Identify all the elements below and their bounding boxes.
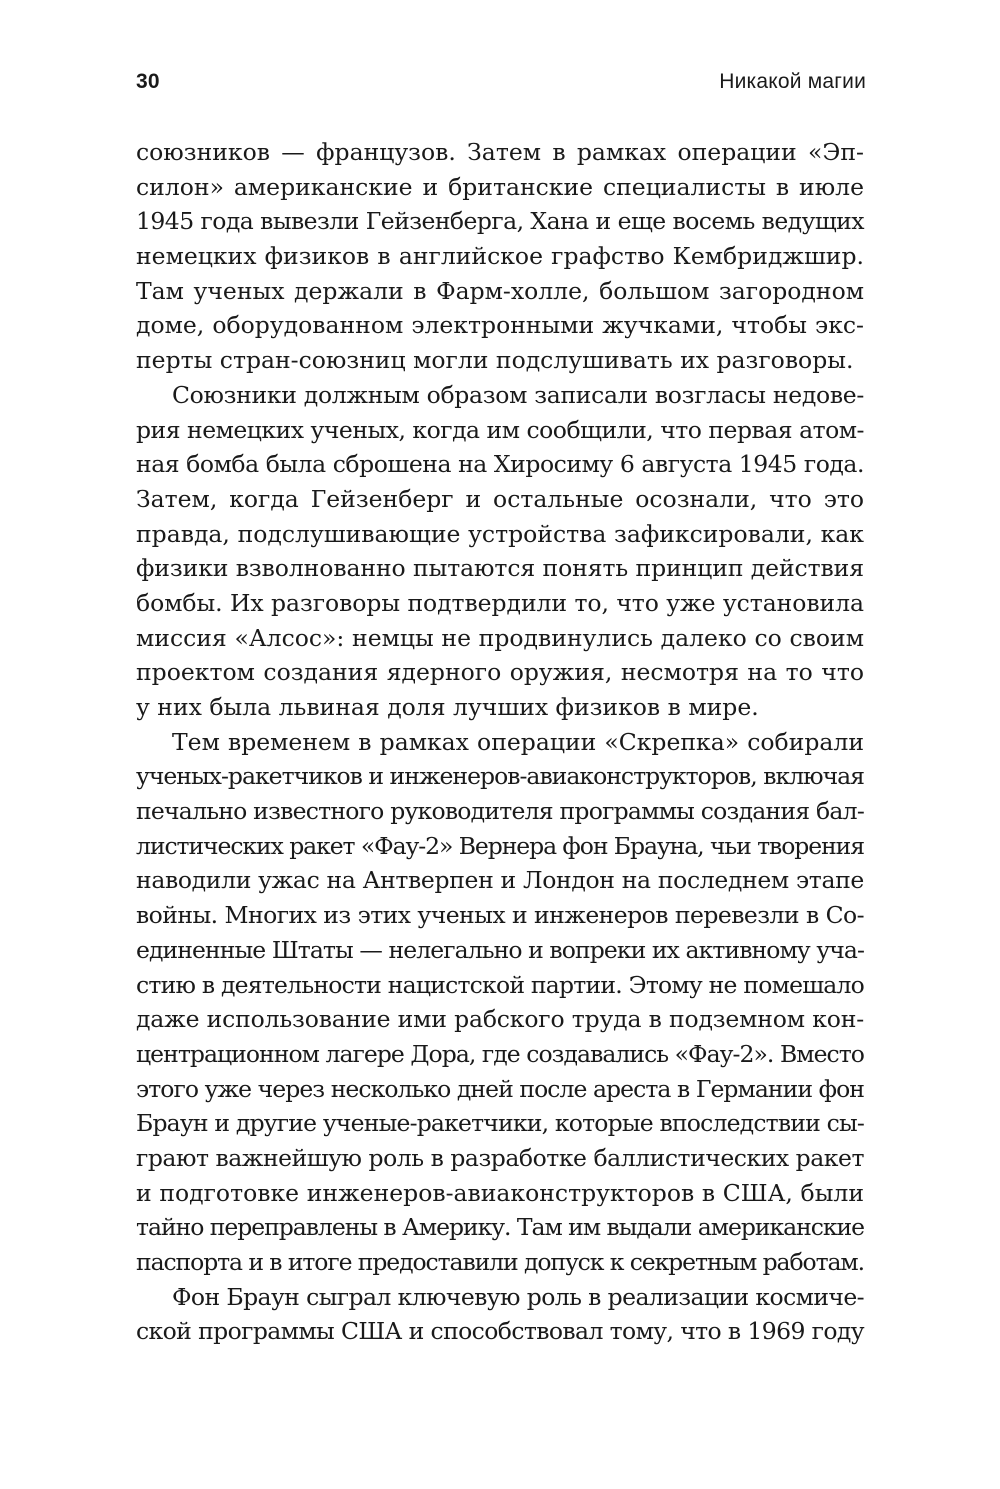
text-line: печально известного руководителя программы создания бал- <box>136 797 864 826</box>
text-line: наводили ужас на Антверпен и Лондон на последнем этапе <box>136 866 864 895</box>
text-line: грают важнейшую роль в разработке баллистических ракет <box>136 1143 864 1172</box>
page-number: 30 <box>136 70 160 93</box>
text-line: ученых-ракетчиков и инженеров-авиаконструкторов, включая <box>136 762 864 791</box>
text-line: Затем, когда Гейзенберг и остальные осознали, что это <box>136 484 864 513</box>
text-line: ная бомба была сброшена на Хиросиму 6 августа 1945 года. <box>136 450 864 479</box>
text-line: немецких физиков в английское графство Кембриджшир. <box>136 242 864 271</box>
text-line: союзников — французов. Затем в рамках операции «Эп- <box>136 138 864 166</box>
text-line: ской программы США и способствовал тому, что в 1969 году <box>136 1317 864 1346</box>
text-line: войны. Многих из этих ученых и инженеров перевезли в Со- <box>136 901 864 930</box>
text-line: рия немецких ученых, когда им сообщили, что первая атом- <box>136 415 864 444</box>
text-line: физики взволнованно пытаются понять принцип действия <box>136 554 864 583</box>
text-line: даже использование ими рабского труда в подземном кон- <box>136 1005 864 1034</box>
text-line: тайно переправлены в Америку. Там им выдали американские <box>136 1213 864 1242</box>
text-line: и подготовке инженеров-авиаконструкторов в США, были <box>136 1178 864 1207</box>
text-line: проектом создания ядерного оружия, несмотря на то что <box>136 658 864 687</box>
text-line: Браун и другие ученые-ракетчики, которые впоследствии сы- <box>136 1109 864 1138</box>
text-line: у них была львиная доля лучших физиков в мире. <box>136 693 759 721</box>
text-line: центрационном лагере Дора, где создавались «Фау-2». Вместо <box>136 1039 864 1068</box>
text-line: этого уже через несколько дней после ареста в Германии фон <box>136 1074 864 1103</box>
text-line: листических ракет «Фау-2» Вернера фон Брауна, чьи творения <box>136 831 864 860</box>
running-title: Никакой магии <box>719 70 866 93</box>
text-line: перты стран-союзниц могли подслушивать их разговоры. <box>136 346 854 375</box>
text-line: доме, оборудованном электронными жучками, чтобы экс- <box>136 311 864 340</box>
text-line: стию в деятельности нацистской партии. Этому не помешало <box>136 970 864 999</box>
text-line: Фон Браун сыграл ключевую роль в реализации космиче- <box>172 1282 864 1311</box>
text-line: Союзники должным образом записали возгласы недове- <box>172 380 864 409</box>
page-header <box>136 70 866 104</box>
text-line: силон» американские и британские специалисты в июле <box>136 172 864 201</box>
text-line: 1945 года вывезли Гейзенберга, Хана и еще восемь ведущих <box>136 207 864 236</box>
text-line: бомбы. Их разговоры подтвердили то, что уже установила <box>136 588 864 617</box>
text-line: паспорта и в итоге предоставили допуск к секретным работам. <box>136 1248 864 1276</box>
text-line: Тем временем в рамках операции «Скрепка» собирали <box>172 727 864 756</box>
body-text <box>136 135 864 1349</box>
text-line: миссия «Алсос»: немцы не продвинулись далеко со своим <box>136 623 864 652</box>
text-line: единенные Штаты — нелегально и вопреки их активному уча- <box>136 935 864 964</box>
text-line: правда, подслушивающие устройства зафиксировали, как <box>136 519 864 548</box>
text-line: Там ученых держали в Фарм-холле, большом загородном <box>136 276 864 305</box>
